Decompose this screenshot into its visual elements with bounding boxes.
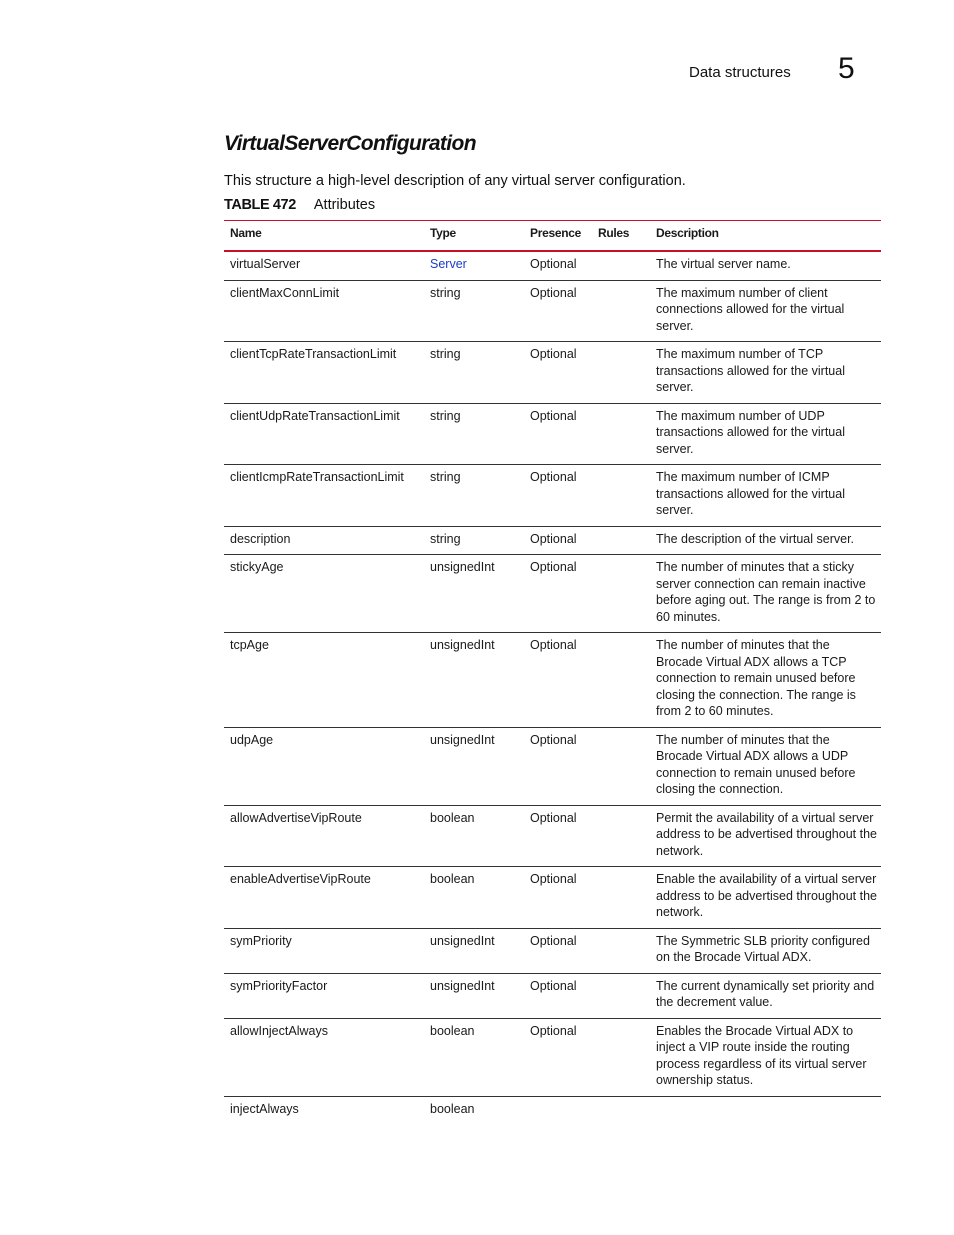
- cell-type: boolean: [430, 810, 475, 825]
- cell-presence: Optional: [530, 978, 577, 993]
- cell-type: boolean: [430, 872, 475, 886]
- cell-presence: Optional: [530, 408, 577, 423]
- column-header-description: Description: [656, 226, 719, 240]
- cell-presence: Optional: [530, 1023, 577, 1038]
- cell-presence: Optional: [530, 531, 577, 546]
- cell-rules: [592, 465, 650, 527]
- cell-description: The maximum number of UDP transactions allowed for the virtual server.: [656, 408, 845, 456]
- cell-type: unsignedInt: [430, 933, 495, 948]
- cell-type[interactable]: Server: [430, 257, 467, 271]
- table-row: [224, 251, 881, 280]
- cell-rules: [592, 526, 650, 555]
- cell-presence: Optional: [530, 257, 577, 271]
- attributes-table: [224, 220, 881, 1124]
- cell-type: boolean: [430, 1023, 475, 1038]
- column-header-presence: Presence: [530, 226, 581, 240]
- table-row: [224, 465, 881, 527]
- cell-rules: [592, 928, 650, 973]
- column-header-type: Type: [430, 226, 456, 240]
- table-row: [224, 280, 881, 342]
- table-caption: [224, 197, 375, 213]
- column-header-name: Name: [230, 226, 262, 240]
- cell-name: allowAdvertiseVipRoute: [230, 810, 362, 825]
- cell-name: clientTcpRateTransactionLimit: [230, 347, 397, 361]
- cell-type: boolean: [430, 1101, 475, 1116]
- cell-rules: [592, 555, 650, 633]
- cell-description: The number of minutes that the Brocade Virtual ADX allows a UDP connection to remain unused before closing the connection.: [656, 732, 856, 796]
- table-caption-text: Attributes: [313, 197, 376, 213]
- cell-presence: Optional: [530, 638, 577, 652]
- cell-rules: [592, 251, 650, 280]
- cell-name: symPriorityFactor: [230, 978, 328, 993]
- cell-name: tcpAge: [230, 638, 269, 652]
- cell-rules: [592, 1096, 650, 1124]
- cell-type: string: [430, 285, 461, 300]
- cell-name: symPriority: [230, 933, 292, 948]
- cell-description: Enables the Brocade Virtual ADX to inject a VIP route inside the routing process regardless of its virtual server ownership status.: [656, 1023, 867, 1087]
- cell-rules: [592, 280, 650, 342]
- table-body: [224, 251, 881, 1124]
- cell-presence: [524, 1096, 592, 1124]
- table-row: [224, 555, 881, 633]
- cell-presence: Optional: [530, 470, 577, 484]
- table-row: [224, 867, 881, 929]
- chapter-number: 5: [838, 52, 855, 85]
- table-row: [224, 342, 881, 404]
- table-row: [224, 526, 881, 555]
- cell-presence: Optional: [530, 933, 577, 948]
- cell-description: The maximum number of TCP transactions allowed for the virtual server.: [656, 347, 845, 394]
- cell-presence: Optional: [530, 285, 577, 300]
- cell-description: Enable the availability of a virtual server address to be advertised throughout the network.: [656, 872, 877, 919]
- cell-description: The number of minutes that the Brocade Virtual ADX allows a TCP connection to remain unused before closing the connection. The range is from 2 to 60 minutes.: [656, 638, 856, 718]
- cell-rules: [592, 805, 650, 867]
- cell-name: enableAdvertiseVipRoute: [230, 872, 371, 886]
- cell-rules: [592, 1018, 650, 1096]
- cell-name: clientIcmpRateTransactionLimit: [230, 470, 404, 484]
- cell-rules: [592, 342, 650, 404]
- cell-description: The number of minutes that a sticky server connection can remain inactive before aging out. The range is from 2 to 60 minutes.: [656, 560, 876, 624]
- cell-rules: [592, 867, 650, 929]
- cell-name: injectAlways: [230, 1101, 299, 1116]
- intro-paragraph: This structure a high-level description of any virtual server configuration.: [224, 173, 686, 189]
- table-header-row: [224, 221, 881, 252]
- cell-name: clientUdpRateTransactionLimit: [230, 408, 400, 423]
- table-row: [224, 1018, 881, 1096]
- table-row: [224, 805, 881, 867]
- cell-description: The maximum number of client connections allowed for the virtual server.: [656, 285, 845, 333]
- cell-type: string: [430, 470, 461, 484]
- cell-description: The maximum number of ICMP transactions allowed for the virtual server.: [656, 470, 845, 517]
- table-row: [224, 727, 881, 805]
- cell-name: description: [230, 531, 291, 546]
- column-header-rules: Rules: [598, 226, 630, 240]
- table-row: [224, 403, 881, 465]
- cell-description: The description of the virtual server.: [656, 531, 855, 546]
- cell-presence: Optional: [530, 347, 577, 361]
- cell-name: allowInjectAlways: [230, 1023, 328, 1038]
- cell-type: unsignedInt: [430, 638, 495, 652]
- cell-type: unsignedInt: [430, 732, 495, 747]
- cell-name: virtualServer: [230, 257, 301, 271]
- cell-type: string: [430, 408, 461, 423]
- cell-rules: [592, 633, 650, 728]
- cell-presence: Optional: [530, 810, 577, 825]
- cell-description: The virtual server name.: [656, 257, 791, 271]
- cell-presence: Optional: [530, 732, 577, 747]
- cell-presence: Optional: [530, 560, 577, 574]
- cell-description: The Symmetric SLB priority configured on the Brocade Virtual ADX.: [656, 933, 870, 964]
- cell-type: string: [430, 531, 461, 546]
- cell-rules: [592, 403, 650, 465]
- cell-type: unsignedInt: [430, 978, 495, 993]
- cell-type: string: [430, 347, 461, 361]
- cell-name: stickyAge: [230, 560, 284, 574]
- cell-type: unsignedInt: [430, 560, 495, 574]
- cell-rules: [592, 727, 650, 805]
- cell-description: The current dynamically set priority and the decrement value.: [656, 978, 875, 1009]
- cell-description: Permit the availability of a virtual server address to be advertised throughout the network.: [656, 810, 877, 858]
- table-row: [224, 973, 881, 1018]
- table-row: [224, 928, 881, 973]
- cell-name: clientMaxConnLimit: [230, 285, 340, 300]
- cell-rules: [592, 973, 650, 1018]
- table-label: TABLE 472: [224, 197, 296, 213]
- cell-name: udpAge: [230, 732, 274, 747]
- table-row: [224, 1096, 881, 1124]
- cell-presence: Optional: [530, 872, 577, 886]
- table-row: [224, 633, 881, 728]
- running-header-section: Data structures: [689, 64, 791, 81]
- cell-description: [650, 1096, 881, 1124]
- page-title: VirtualServerConfiguration: [224, 132, 476, 155]
